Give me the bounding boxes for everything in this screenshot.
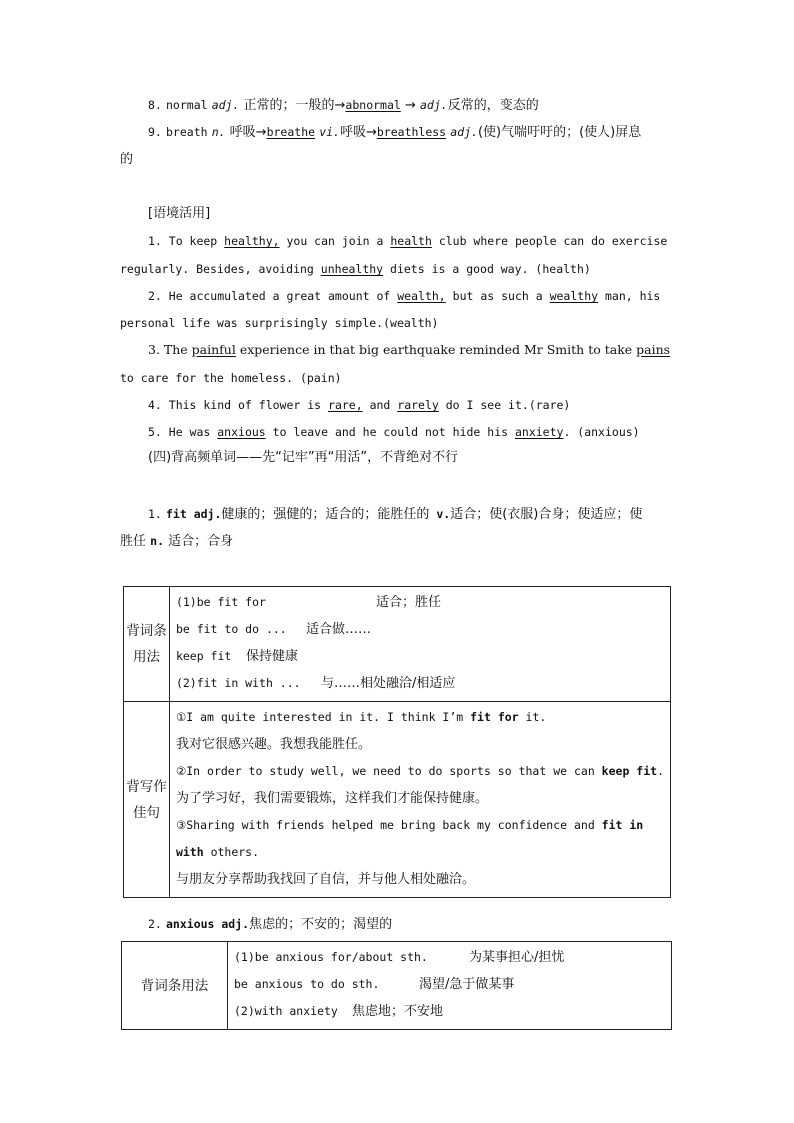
- meaning: 反常的，变态的: [447, 98, 539, 113]
- context-sentence-5: [120, 422, 704, 442]
- context-sentence-3: [120, 340, 704, 360]
- example-row: [124, 702, 671, 898]
- usage-entry: [234, 944, 665, 971]
- answer-blank: anxiety: [514, 425, 564, 439]
- context-sentence-1: [120, 231, 704, 251]
- anxious-heading: [120, 914, 704, 935]
- usage-cn: 保持健康: [245, 649, 298, 664]
- usage-en: (1)be anxious for/about sth.: [234, 950, 428, 964]
- usage-cell: [228, 942, 672, 1030]
- derived-word: breathless: [376, 125, 447, 139]
- example-keyword: with: [175, 845, 204, 859]
- usage-entry: [176, 589, 664, 616]
- usage-label-cell: 背词条用法: [122, 942, 228, 1030]
- usage-en: (1)be fit for: [175, 595, 266, 609]
- usage-cn: 适合做……: [305, 622, 371, 637]
- usage-row: [124, 587, 671, 702]
- usage-cell: [169, 587, 670, 702]
- arrow: →: [400, 98, 416, 113]
- sentence-text: . (anxious): [563, 425, 640, 439]
- part-of-speech: adj.: [419, 98, 448, 112]
- context-sentence-4: [120, 395, 704, 415]
- part-of-speech: adj.: [450, 125, 478, 139]
- headword: anxious adj.: [166, 917, 250, 931]
- part-of-speech: v.: [429, 507, 451, 521]
- example-cn: 为了学习好，我们需要锻炼，这样我们才能保持健康。: [175, 791, 488, 806]
- meaning: 适合；使(衣服)合身；使适应；使: [450, 507, 643, 522]
- usage-label-cell: [124, 587, 170, 702]
- context-sentence-2: [120, 286, 704, 306]
- example-text: others.: [203, 845, 260, 859]
- example-text: it.: [518, 710, 547, 724]
- part-of-speech: n.: [211, 125, 226, 139]
- meaning: 正常的；一般的→: [239, 98, 346, 113]
- usage-label: 背词条: [126, 623, 167, 639]
- usage-cn: 焦虑地；不安地: [352, 1004, 444, 1019]
- meaning: 焦虑的；不安的；渴望的: [249, 917, 393, 932]
- usage-entry: [234, 998, 665, 1025]
- context-sentence-3-cont: to care for the homeless. (pain): [120, 371, 342, 385]
- sentence-text: 2. He accumulated a great amount of: [148, 289, 398, 303]
- usage-cn: 适合；胜任: [375, 595, 441, 610]
- fit-table: [123, 586, 671, 898]
- answer-blank: painful: [191, 342, 236, 357]
- headword: fit adj.: [166, 507, 222, 521]
- example-text: .: [657, 764, 664, 778]
- meaning: 呼吸→: [225, 125, 267, 140]
- sentence-text: and: [362, 398, 398, 412]
- usage-cn: 与……相处融洽/相适应: [320, 676, 456, 691]
- sentence-text: experience in that big earthquake reminded Mr Smith to take: [235, 342, 637, 357]
- sentence-text: regularly. Besides, avoiding: [120, 262, 321, 276]
- sentence-text: but as such a: [445, 289, 550, 303]
- example-keyword: keep fit: [601, 764, 658, 778]
- sentence-text: club where people can do exercise: [431, 234, 668, 248]
- usage-entry: [234, 971, 665, 998]
- answer-blank: wealth,: [397, 289, 446, 303]
- part-of-speech: adj.: [211, 98, 240, 112]
- usage-en: keep fit: [175, 649, 232, 663]
- vocab-item-9: [120, 122, 704, 143]
- answer-blank: rare,: [328, 398, 363, 412]
- answer-blank: anxious: [217, 425, 266, 439]
- example-text: ②In order to study well, we need to do sports so that we can: [175, 764, 602, 778]
- answer-blank: rarely: [397, 398, 439, 412]
- usage-cn: 渴望/急于做某事: [419, 977, 515, 992]
- context-header: [语境活用]: [148, 206, 211, 221]
- usage-cn: 为某事担心/担忧: [469, 950, 565, 965]
- example-en: [176, 839, 664, 866]
- example-label: 佳句: [132, 804, 160, 821]
- example-cn: 我对它很感兴趣。我想我能胜任。: [175, 737, 371, 752]
- usage-entry: [176, 616, 664, 643]
- usage-label: 用法: [132, 649, 160, 665]
- sentence-text: 4. This kind of flower is: [148, 398, 329, 412]
- meaning: 健康的；强健的；适合的；能胜任的: [221, 507, 430, 522]
- example-text: ①I am quite interested in it. I think I’m: [175, 710, 471, 724]
- sentence-text: you can join a: [279, 234, 391, 248]
- sentence-text: 5. He was: [148, 425, 218, 439]
- derived-word: abnormal: [345, 98, 401, 112]
- fit-heading-cont: [120, 531, 676, 552]
- answer-blank: pains: [636, 342, 671, 357]
- meaning: 胜任: [120, 534, 151, 549]
- headword: breath: [166, 125, 208, 139]
- context-sentence-1-cont: [120, 259, 676, 279]
- item-number: 9.: [148, 125, 162, 139]
- sentence-text: 1. To keep: [148, 234, 225, 248]
- usage-en: (2)fit in with ...: [175, 676, 301, 690]
- item-number: 8.: [148, 98, 162, 112]
- example-keyword: fit for: [470, 710, 519, 724]
- sentence-text: to leave and he could not hide his: [265, 425, 515, 439]
- usage-en: (2)with anxiety: [234, 1004, 338, 1018]
- usage-en: be anxious to do sth.: [234, 977, 380, 991]
- derived-word: breathe: [266, 125, 316, 139]
- vocab-item-9-continuation: 的: [120, 152, 134, 167]
- meaning: 呼吸→: [339, 125, 377, 140]
- answer-blank: unhealthy: [320, 262, 384, 276]
- example-cell: [169, 702, 670, 898]
- meaning: (使)气喘吁吁的；(使人)屏息: [477, 125, 642, 140]
- example-en: [176, 704, 664, 731]
- sentence-text: 3. The: [148, 342, 192, 357]
- sentence-text: diets is a good way. (health): [383, 262, 591, 276]
- part-of-speech: n.: [150, 534, 164, 548]
- item-number: 2.: [148, 917, 162, 931]
- example-cn: 与朋友分享帮助我找回了自信，并与他人相处融洽。: [175, 872, 475, 887]
- example-label: 背写作: [126, 778, 167, 795]
- example-keyword: fit in: [601, 818, 644, 832]
- example-en: [176, 812, 664, 839]
- fit-heading: [120, 504, 704, 525]
- section-title: (四)背高频单词——先“记牢”再“用活”，不背绝对不行: [148, 450, 459, 465]
- meaning: 适合；合身: [164, 534, 234, 549]
- anxious-table: [121, 941, 672, 1030]
- usage-entry: [176, 643, 664, 670]
- item-number: 1.: [148, 507, 162, 521]
- context-sentence-2-cont: personal life was surprisingly simple.(wealth): [120, 316, 439, 330]
- sentence-text: do I see it.(rare): [438, 398, 571, 412]
- usage-entry: [176, 670, 664, 697]
- answer-blank: health: [390, 234, 432, 248]
- headword: normal: [166, 98, 208, 112]
- example-label-cell: [124, 702, 170, 898]
- usage-row: [122, 942, 672, 1030]
- answer-blank: wealthy: [549, 289, 599, 303]
- answer-blank: healthy,: [224, 234, 280, 248]
- vocab-item-8: [120, 95, 704, 116]
- usage-en: be fit to do ...: [175, 622, 287, 636]
- sentence-text: man, his: [598, 289, 661, 303]
- example-en: [176, 758, 664, 785]
- part-of-speech: vi.: [319, 125, 340, 139]
- example-text: ③Sharing with friends helped me bring back my confidence and: [175, 818, 602, 832]
